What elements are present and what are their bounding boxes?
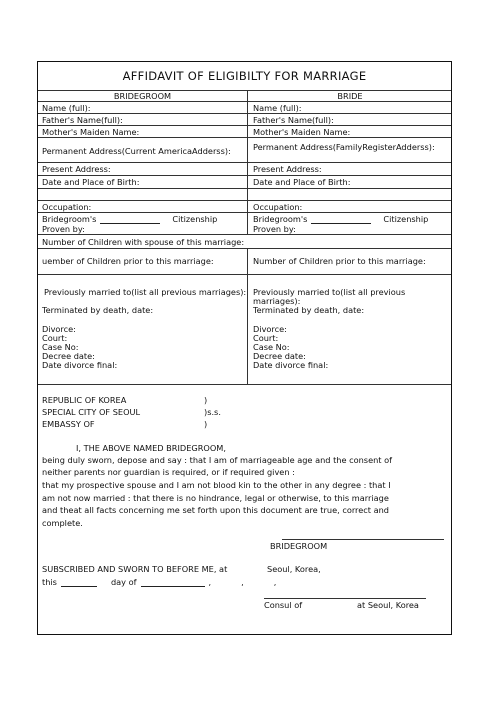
rule: [38, 113, 451, 114]
groom-divorce-label: Divorce:: [42, 324, 76, 334]
bride-mother-label: Mother's Maiden Name:: [253, 127, 351, 137]
groom-citizenship-label: [42, 214, 217, 224]
oath-line-2: being duly sworn, depose and say : that I am of marriageable age and the consent of: [42, 455, 393, 465]
bride-previous-marriages-label: Previously married to(list all previous: [253, 287, 406, 297]
bride-divorce-label: Divorce:: [253, 324, 287, 334]
bride-name-label: Name (full):: [253, 103, 302, 113]
groom-proven-label: Proven by:: [42, 224, 85, 234]
jurisdiction-line-1: REPUBLIC OF KOREA: [42, 395, 127, 405]
jurisdiction-line-3: EMBASSY OF: [42, 419, 95, 429]
groom-death-label: Terminated by death, date:: [42, 305, 154, 315]
groom-header: BRIDEGROOM: [113, 91, 172, 101]
jurisdiction-line-2: SPECIAL CITY OF SEOUL: [42, 407, 141, 417]
day-blank: [61, 578, 97, 587]
groom-birth-label: Date and Place of Birth:: [42, 177, 140, 187]
bride-case-label: Case No:: [253, 342, 290, 352]
column-divider: [247, 248, 248, 384]
bridegroom-signature-line: [282, 539, 444, 540]
jurisdiction-paren-2: )s.s.: [204, 407, 221, 417]
rule: [38, 248, 451, 249]
oath-line-6: and theat all facts concerning me set forth upon this document are true, correct and: [42, 505, 389, 515]
groom-court-label: Court:: [42, 333, 68, 343]
oath-line-3: neither parents nor guardian is required, or if required given :: [42, 467, 295, 477]
jurisdiction-paren-1: ): [204, 395, 208, 405]
sworn-day-of: day of: [110, 577, 137, 587]
rule: [38, 137, 451, 138]
bride-father-label: Father's Name(full):: [253, 115, 334, 125]
form-title: AFFIDAVIT OF ELIGIBILTY FOR MARRIAGE: [122, 69, 367, 83]
bride-decree-label: Decree date:: [253, 351, 306, 361]
oath-line-5: am not now married : that there is no hindrance, legal or otherwise, to this marriage: [42, 493, 389, 503]
rule: [38, 274, 451, 275]
bride-occupation-label: Occupation:: [253, 202, 303, 212]
bride-present-address-label: Present Address:: [253, 164, 322, 174]
bride-court-label: Court:: [253, 333, 279, 343]
consul-signature-line: [264, 598, 426, 599]
groom-children-prior-label: uember of Children prior to this marriage:: [42, 256, 214, 266]
bride-citizen-blank: [311, 215, 371, 224]
rule: [38, 188, 451, 189]
sworn-comma-2: ,: [241, 577, 244, 587]
bride-citizenship-label: [253, 214, 428, 224]
bride-permanent-address-label: Permanent Address(FamilyRegisterAdderss):: [253, 142, 435, 152]
sworn-date-line: [42, 577, 276, 587]
groom-occupation-label: Occupation:: [42, 202, 92, 212]
groom-decree-label: Decree date:: [42, 351, 95, 361]
bride-header: BRIDE: [337, 91, 363, 101]
jurisdiction-paren-3: ): [204, 419, 208, 429]
rule: [38, 200, 451, 201]
oath-line-1: I, THE ABOVE NAMED BRIDEGROOM,: [76, 443, 226, 453]
bride-proven-label: Proven by:: [253, 224, 296, 234]
bride-final-label: Date divorce final:: [253, 360, 329, 370]
month-blank: [141, 578, 205, 587]
children-spouse-label: Number of Children with spouse of this marriage:: [42, 237, 245, 247]
rule: [38, 384, 451, 385]
sworn-comma-3: ,: [273, 577, 277, 587]
rule: [38, 175, 451, 176]
groom-final-label: Date divorce final:: [42, 360, 118, 370]
groom-case-label: Case No:: [42, 342, 79, 352]
bride-citizen-suffix: Citizenship: [383, 214, 429, 224]
consul-location: at Seoul, Korea: [357, 600, 419, 610]
sworn-comma: ,: [208, 577, 212, 587]
bridegroom-signature-label: BRIDEGROOM: [270, 541, 328, 551]
groom-permanent-address-label: Permanent Address(Current AmericaAdderss):: [42, 146, 231, 156]
column-divider: [247, 90, 248, 235]
groom-citizen-blank: [100, 215, 160, 224]
groom-present-address-label: Present Address:: [42, 164, 111, 174]
bride-children-prior-label: Number of Children prior to this marriage:: [253, 256, 426, 266]
rule: [38, 212, 451, 213]
groom-name-label: Name (full):: [42, 103, 91, 113]
groom-mother-label: Mother's Maiden Name:: [42, 127, 140, 137]
bride-citizen-prefix: Bridegroom's: [253, 214, 308, 224]
bride-previous-marriages-label-2: marriages):: [253, 296, 301, 306]
sworn-this: this: [42, 577, 57, 587]
sworn-statement: SUBSCRIBED AND SWORN TO BEFORE ME, at: [42, 564, 228, 574]
rule: [38, 234, 451, 235]
oath-line-7: complete.: [42, 518, 83, 528]
groom-previous-marriages-label: Previously married to(list all previous marriages):: [44, 287, 247, 297]
rule: [38, 125, 451, 126]
groom-father-label: Father's Name(full):: [42, 115, 123, 125]
sworn-location: Seoul, Korea,: [267, 564, 321, 574]
groom-citizen-prefix: Bridegroom's: [42, 214, 97, 224]
oath-line-4: that my prospective spouse and I am not blood kin to the other in any degree : that I: [42, 480, 391, 490]
groom-citizen-suffix: Citizenship: [172, 214, 218, 224]
bride-birth-label: Date and Place of Birth:: [253, 177, 351, 187]
rule: [38, 101, 451, 102]
rule: [38, 162, 451, 163]
affidavit-form: [37, 61, 452, 635]
consul-label: Consul of: [264, 600, 303, 610]
bride-death-label: Terminated by death, date:: [253, 305, 365, 315]
